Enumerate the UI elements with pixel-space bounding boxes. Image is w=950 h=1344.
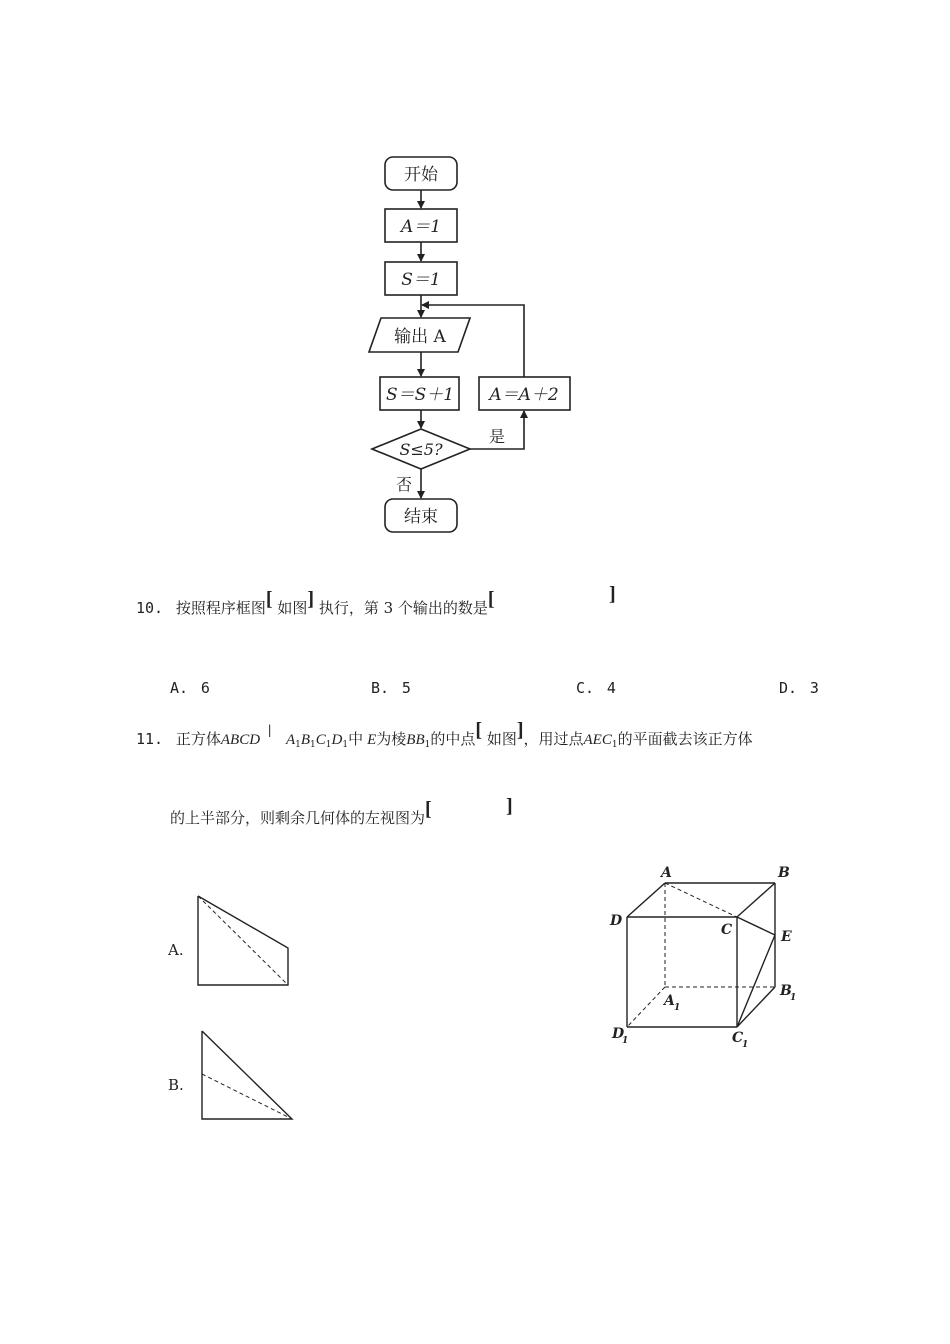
q11-number: 11. xyxy=(136,730,164,748)
condition-label: S≤5? xyxy=(399,440,443,459)
start-label: 开始 xyxy=(404,165,438,185)
q11-answer-open: [ xyxy=(425,798,432,820)
cube-label-c1: C xyxy=(732,1030,744,1046)
q10-number: 10. xyxy=(136,599,164,617)
cube-label-e: E xyxy=(781,929,792,945)
q10-stem xyxy=(136,588,495,619)
cube-label-b: B xyxy=(778,865,790,881)
svg-text:1: 1 xyxy=(742,1040,749,1050)
output-label: 输出 A xyxy=(394,327,446,347)
cube-figure xyxy=(600,855,810,1055)
q10-paren-open: [ xyxy=(265,588,273,610)
yes-label: 是 xyxy=(488,427,506,446)
cube-label-b1: B xyxy=(780,983,792,999)
svg-text:1: 1 xyxy=(622,1036,629,1046)
q10-answer-close: ] xyxy=(609,583,616,605)
end-label: 结束 xyxy=(404,507,438,527)
q10-paren-close: ] xyxy=(307,588,315,610)
q11-paren-open: [ xyxy=(475,719,483,741)
cube-label-a1: A xyxy=(664,993,675,1009)
svg-text:1: 1 xyxy=(790,993,797,1003)
q11-paren-close: ] xyxy=(516,719,524,741)
cube-label-a: A xyxy=(661,865,672,881)
q11-line2: 的上半部分，则剩余几何体的左视图为[ xyxy=(170,798,432,827)
q10-option-a: A. 6 xyxy=(170,679,210,697)
q11-answer-close: ] xyxy=(506,795,513,817)
svg-text:1: 1 xyxy=(674,1003,681,1013)
inc-a-label: A＝A＋2 xyxy=(489,385,559,405)
q11-option-b-figure xyxy=(195,1025,305,1125)
q11-option-a-figure xyxy=(190,890,300,990)
inc-s-label: S＝S＋1 xyxy=(385,385,455,405)
q11-option-a-label: A. xyxy=(168,941,184,959)
cube-label-c: C xyxy=(721,922,733,938)
q11-stem: 11. 正方体ABCD| $A_1B_1C_1D_1$中 E为棱$BB_1$的中点[ 如图]，用过点$AEC_1$的平面截去该正方体 xyxy=(136,719,753,750)
q10-answer-open: [ xyxy=(487,588,495,610)
init-s-label: S＝1 xyxy=(401,270,441,290)
q10-paren-content: 如图 xyxy=(277,599,308,617)
q11-option-b-label: B. xyxy=(168,1076,184,1094)
init-a-label: A＝1 xyxy=(400,217,442,237)
cube-label-d: D xyxy=(610,913,623,929)
q10-text: 按照程序框图 xyxy=(175,599,266,617)
cube-label-d1: D xyxy=(612,1026,625,1042)
no-label: 否 xyxy=(395,475,413,494)
q10-option-c: C. 4 xyxy=(576,679,616,697)
q10-option-b: B. 5 xyxy=(371,679,411,697)
q10-text2: 执行，第 3 个输出的数是 xyxy=(318,599,488,617)
flowchart xyxy=(0,0,950,560)
q10-option-d: D. 3 xyxy=(779,679,819,697)
